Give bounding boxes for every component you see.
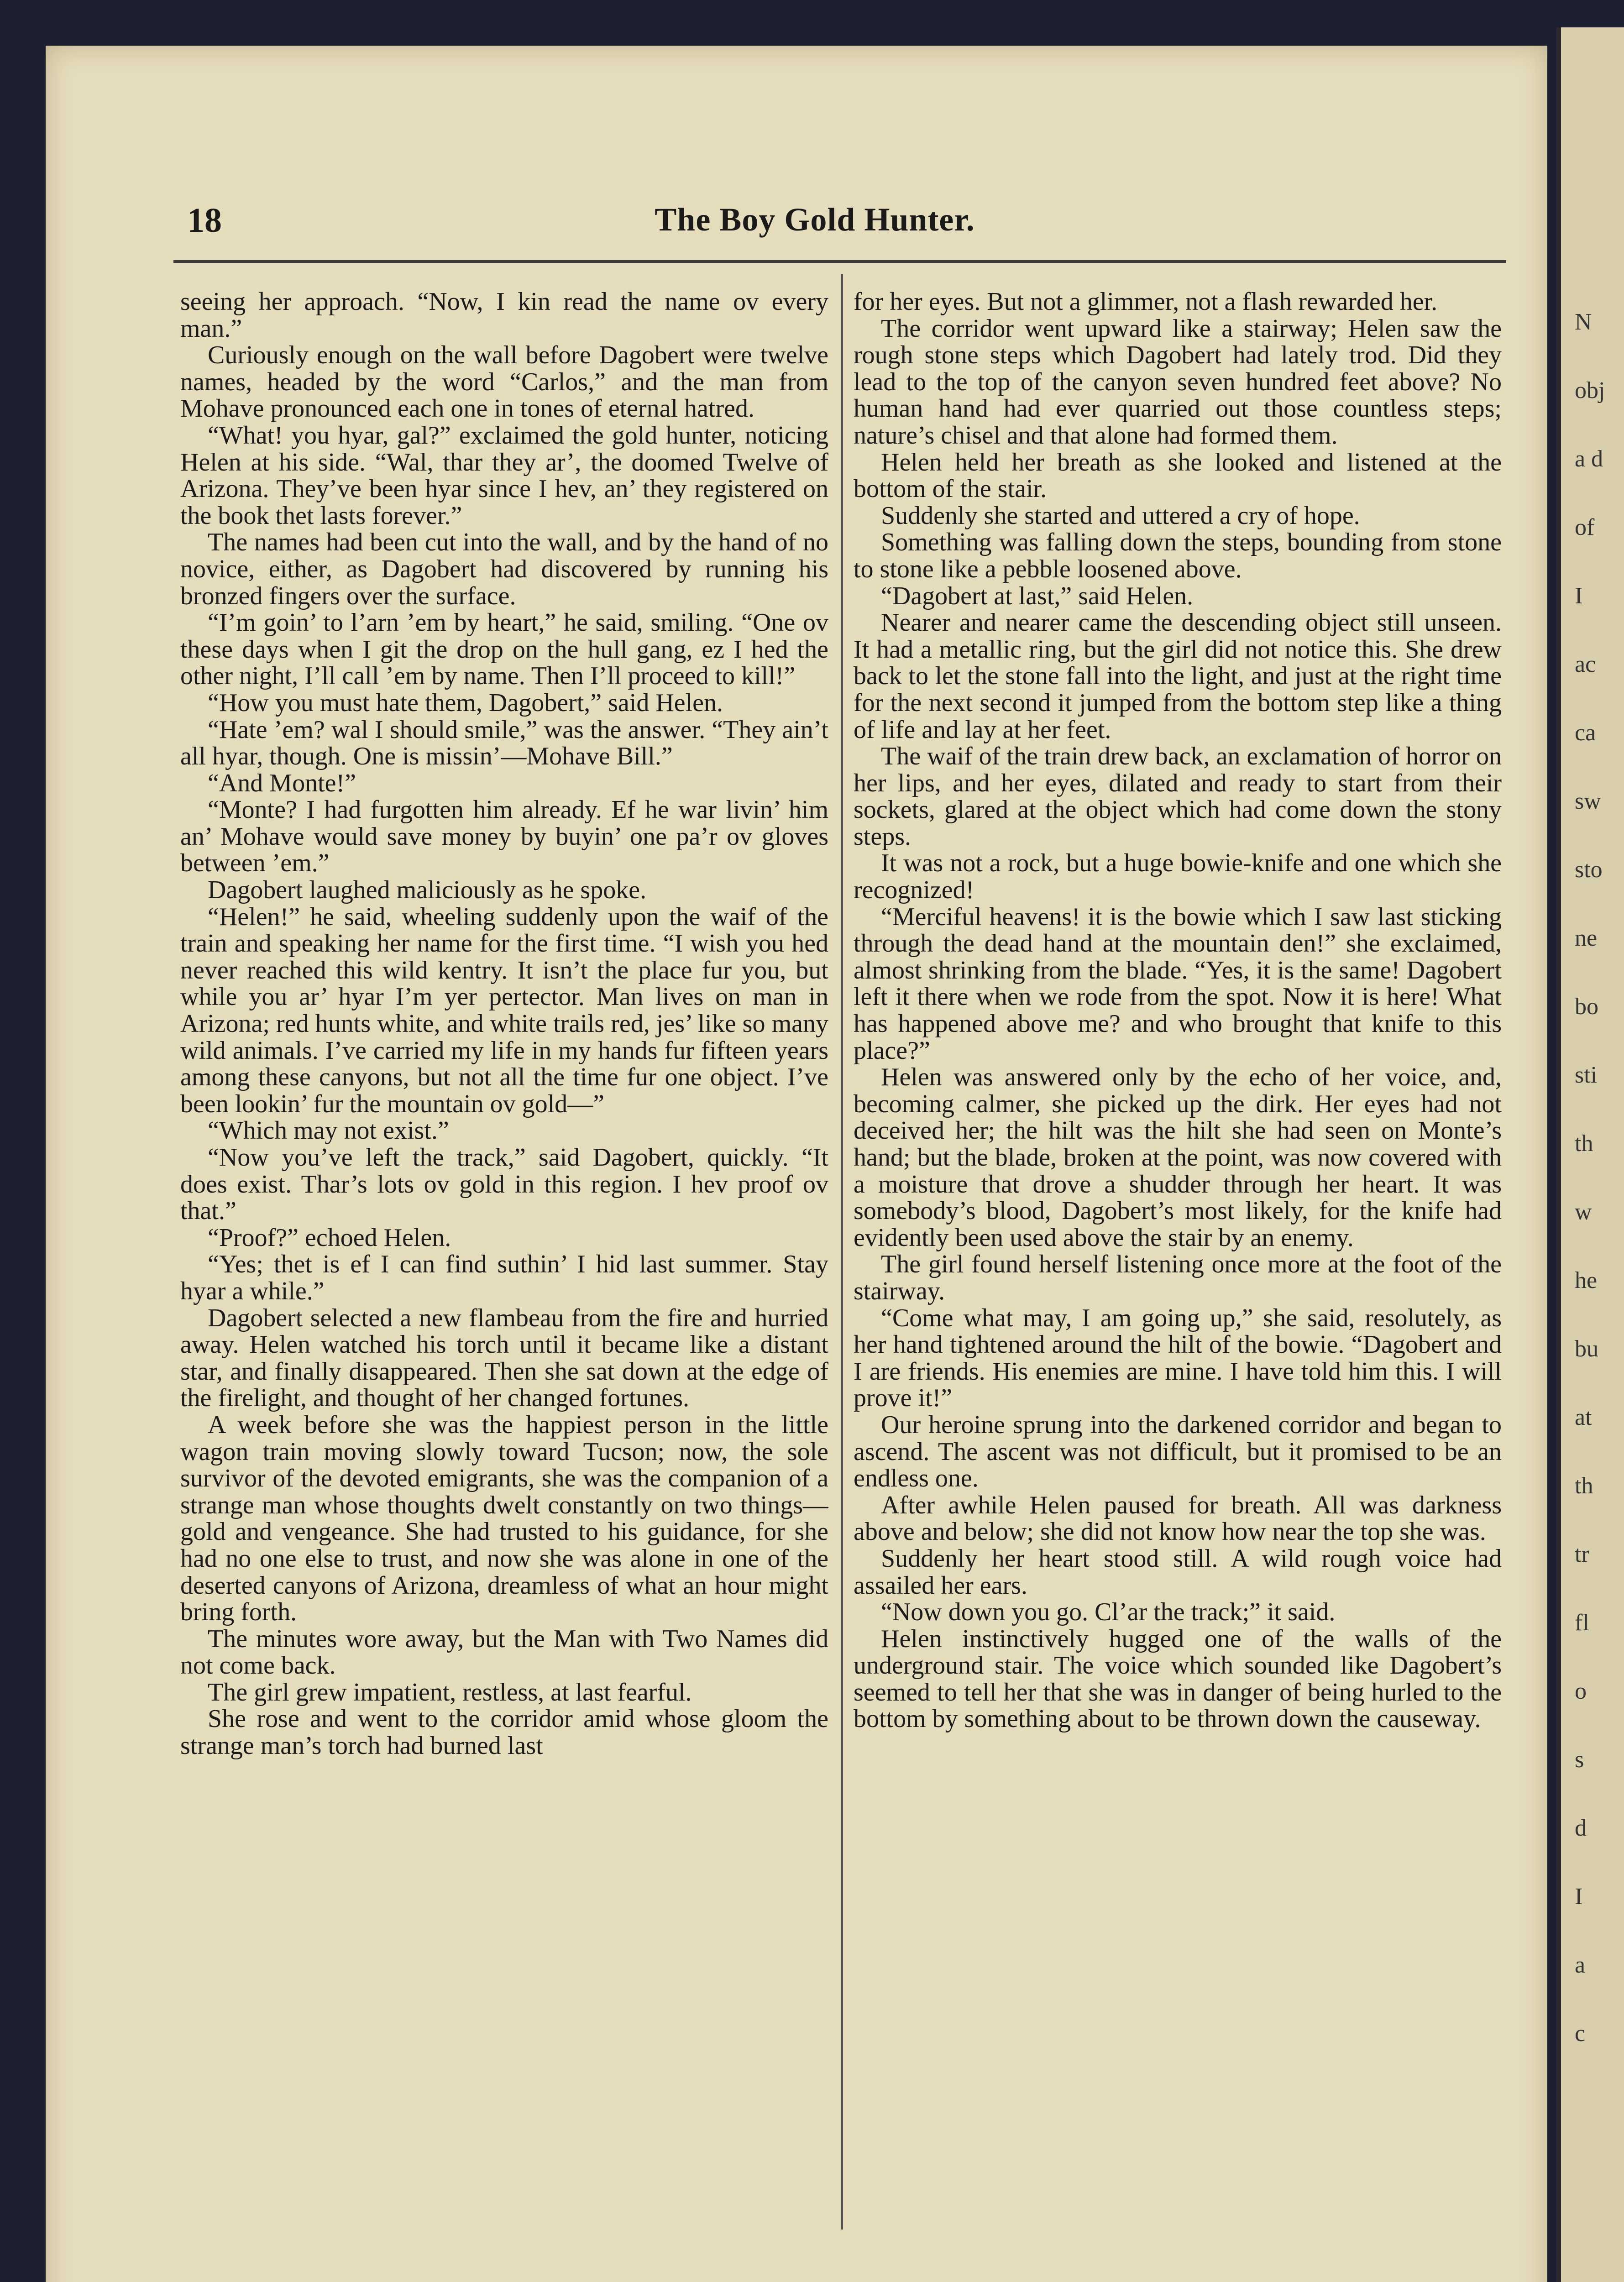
paragraph: “Come what may, I am going up,” she said, resolutely, as her hand tightened around the hilt of the bowie. “Dagobert and I are friends. His enemies are mine. I have told him this. I will prove it!” [854, 1303, 1502, 1413]
paragraph: “What! you hyar, gal?” exclaimed the gold hunter, noticing Helen at his side. “Wal, thar they ar’, the doomed Twelve of Arizona. They’ve been hyar since I hev, an’ they registered on the book thet lasts forever.” [180, 421, 828, 530]
next-page-text-fragment: sto [1575, 857, 1603, 883]
next-page-text-fragment: bo [1575, 994, 1598, 1020]
paragraph: “I’m goin’ to l’arn ’em by heart,” he said, smiling. “One ov these days when I git the drop on the hull gang, ez I hed the other night, I’ll call ’em by name. Then I’ll proceed to kill!” [180, 608, 828, 691]
next-page-text-fragment: w [1575, 1199, 1592, 1225]
paragraph: The girl found herself listening once more at the foot of the stairway. [854, 1250, 1502, 1305]
next-page-text-fragment: of [1575, 514, 1595, 540]
paragraph: “How you must hate them, Dagobert,” said Helen. [208, 688, 723, 717]
next-page-text-fragment: ac [1575, 651, 1596, 677]
paragraph: “Proof?” echoed Helen. [208, 1223, 451, 1252]
next-page-text-fragment: I [1575, 1884, 1583, 1910]
paragraph: “Dagobert at last,” said Helen. [881, 581, 1194, 610]
paragraph: Dagobert laughed maliciously as he spoke. [208, 876, 647, 905]
paragraph: The corridor went upward like a stairway; Helen saw the rough stone steps which Dagobert had lately trod. Did they lead to the top of the canyon seven hundred feet above? No human hand had ever quarried out those countless steps; nature’s chisel and that alone had formed them. [854, 314, 1502, 450]
paragraph: She rose and went to the corridor amid whose gloom the strange man’s torch had burned last [180, 1705, 828, 1760]
paragraph: “Which may not exist.” [208, 1116, 449, 1145]
page-header [132, 196, 1497, 246]
next-page-text-fragment: a [1575, 1952, 1586, 1978]
paragraph: Curiously enough on the wall before Dagobert were twelve names, headed by the word “Carlos,” and the man from Mohave pronounced each one in tones of eternal hatred. [180, 341, 828, 423]
paragraph: “Yes; thet is ef I can find suthin’ I hid last summer. Stay hyar a while.” [180, 1250, 828, 1305]
paragraph: for her eyes. But not a glimmer, not a flash rewarded her. [854, 288, 1438, 316]
paragraph: “Helen!” he said, wheeling suddenly upon the waif of the train and speaking her name for the first time. “I wish you hed never reached this wild kentry. It isn’t the place fur you, but while you ar’ hyar I’m yer pertector. Man lives on man in Arizona; red hunts white, and white trails red, jes’ like so many wild animals. I’ve carried my life in my hands fur fifteen years among these canyons, but not all the time fur one object. I’ve been lookin’ fur the mountain ov gold—” [180, 902, 828, 1118]
paragraph: The minutes wore away, but the Man with Two Names did not come back. [180, 1624, 828, 1680]
next-page-text-fragment: N [1575, 309, 1592, 335]
paragraph: Our heroine sprung into the darkened corridor and began to ascend. The ascent was not difficult, but it promised to be an endless one. [854, 1410, 1502, 1493]
next-page-text-fragment: tr [1575, 1541, 1589, 1567]
next-page-text-fragment: he [1575, 1267, 1598, 1293]
next-page-text-fragment: o [1575, 1678, 1587, 1704]
page-number: 18 [187, 201, 222, 240]
next-page-text-fragment: fl [1575, 1610, 1589, 1636]
paragraph: Helen instinctively hugged one of the walls of the underground stair. The voice which sounded like Dagobert’s seemed to tell her that she was in danger of being hurled to the bottom by something about to be thrown down the causeway. [854, 1624, 1502, 1733]
paragraph: Dagobert selected a new flambeau from the fire and hurried away. Helen watched his torch until it became like a distant star, and finally disappeared. Then she sat down at the edge of the firelight, and thought of her changed fortunes. [180, 1303, 828, 1413]
next-page-text-fragment: bu [1575, 1336, 1598, 1362]
next-page-text-fragment: th [1575, 1473, 1593, 1499]
paragraph: “And Monte!” [208, 769, 356, 797]
right-column [854, 288, 1502, 2228]
header-rule [173, 260, 1506, 263]
paragraph: “Now you’ve left the track,” said Dagobert, quickly. “It does exist. Thar’s lots ov gold in this region. I hev proof ov that.” [180, 1143, 828, 1225]
paragraph: The girl grew impatient, restless, at last fearful. [208, 1678, 692, 1706]
paragraph: Helen held her breath as she looked and listened at the bottom of the stair. [854, 448, 1502, 503]
paragraph: After awhile Helen paused for breath. All was darkness above and below; she did not know how near the top she was. [854, 1491, 1502, 1546]
next-page-text-fragment: ne [1575, 925, 1598, 951]
paragraph: The names had been cut into the wall, and by the hand of no novice, either, as Dagobert had discovered by running his bronzed fingers over the surface. [180, 528, 828, 610]
next-page-text-fragment: sti [1575, 1062, 1598, 1088]
paragraph: Something was falling down the steps, bounding from stone to stone like a pebble loosened above. [854, 528, 1502, 583]
next-page-text-fragment: a d [1575, 446, 1603, 472]
paragraph: Suddenly her heart stood still. A wild rough voice had assailed her ears. [854, 1544, 1502, 1600]
paragraph: seeing her approach. “Now, I kin read the name ov every man.” [180, 288, 828, 343]
left-column [180, 288, 828, 2228]
next-page-text-fragment: d [1575, 1815, 1587, 1841]
paragraph: “Now down you go. Cl’ar the track;” it said. [881, 1598, 1336, 1627]
next-page-text-fragment: c [1575, 2020, 1586, 2046]
next-page-text-fragment: ca [1575, 720, 1596, 746]
next-page-text-fragment: sw [1575, 788, 1601, 814]
adjacent-page-edge [1556, 27, 1624, 2282]
paragraph: Nearer and nearer came the descending object still unseen. It had a metallic ring, but the girl did not notice this. She drew back to let the stone fall into the light, and just at the right time for the next second it jumped from the bottom step like a thing of life and lay at her feet. [854, 608, 1502, 744]
next-page-text-fragment: s [1575, 1747, 1584, 1773]
paragraph: “Hate ’em? wal I should smile,” was the answer. “They ain’t all hyar, though. One is missin’—Mohave Bill.” [180, 715, 828, 771]
paragraph: It was not a rock, but a huge bowie-knife and one which she recognized! [854, 849, 1502, 905]
paragraph: Helen was answered only by the echo of her voice, and, becoming calmer, she picked up the dirk. Her eyes had not deceived her; the hilt was the hilt she had seen on Monte’s hand; but the blade, broken at the point, was now covered with a moisture that drove a shudder through her heart. It was somebody’s blood, Dagobert’s most likely, for the knife had evidently been used above the stair by an enemy. [854, 1063, 1502, 1252]
running-title: The Boy Gold Hunter. [655, 201, 975, 238]
next-page-text-fragment: I [1575, 583, 1583, 609]
paragraph: “Merciful heavens! it is the bowie which I saw last sticking through the dead hand at the mountain den!” she exclaimed, almost shrinking from the blade. “Yes, it is the same! Dagobert left it there when we rode from the spot. Now it is here! What has happened above me? and who brought that knife to this place?” [854, 902, 1502, 1065]
next-page-text-fragment: th [1575, 1131, 1593, 1157]
next-page-text-fragment: at [1575, 1404, 1592, 1430]
paragraph: The waif of the train drew back, an exclamation of horror on her lips, and her eyes, dilated and ready to start from their sockets, glared at the object which had come down the stony steps. [854, 742, 1502, 851]
paragraph: Suddenly she started and uttered a cry of hope. [881, 501, 1360, 530]
paragraph: “Monte? I had furgotten him already. Ef he war livin’ him an’ Mohave would save money by buyin’ one pa’r ov gloves between ’em.” [180, 796, 828, 878]
column-divider [841, 274, 843, 2230]
next-page-text-fragment: obj [1575, 377, 1605, 403]
paragraph: A week before she was the happiest person in the little wagon train moving slowly toward Tucson; now, the sole survivor of the devoted emigrants, she was the companion of a strange man whose thoughts dwelt constantly on two things—gold and vengeance. She had trusted to his guidance, for she had no one else to trust, and now she was alone in one of the deserted canyons of Arizona, dreamless of what an hour might bring forth. [180, 1410, 828, 1627]
